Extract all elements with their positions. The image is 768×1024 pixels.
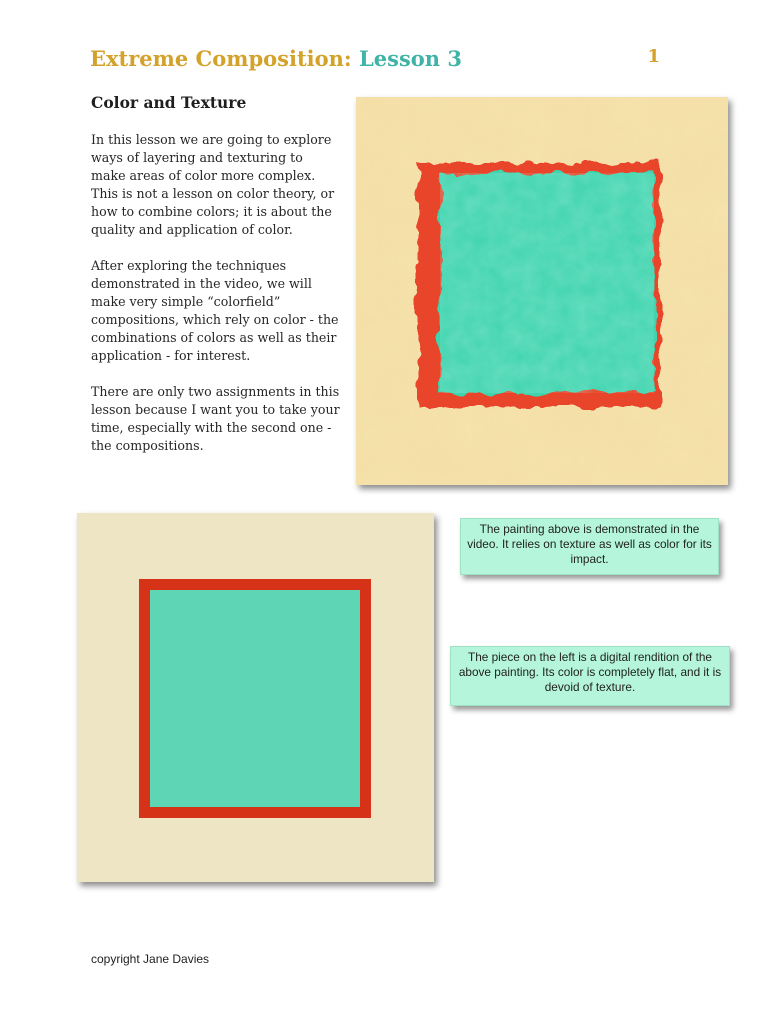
digital-teal-square: [150, 590, 360, 807]
page-number: 1: [647, 46, 660, 67]
section-title: Color and Texture: [91, 93, 247, 112]
textured-painting-image: [356, 97, 728, 485]
copyright-footer: copyright Jane Davies: [91, 952, 210, 966]
digital-caption: The piece on the left is a digital rendition of the above painting. Its color is completely flat, and it is devoid of texture.: [450, 646, 730, 706]
digital-rendition-image: [77, 513, 434, 882]
painting-caption: The painting above is demonstrated in the video. It relies on texture as well as color for its impact.: [460, 518, 719, 575]
body-paragraph-1: In this lesson we are going to explore ways of layering and texturing to make areas of color more complex. This is not a lesson on color theory, or how to combine colors; it is about the quality and application of color.: [91, 132, 335, 237]
page-header: [90, 46, 670, 80]
body-paragraph-3: There are only two assignments in this lesson because I want you to take your time, especially with the second one - the compositions.: [91, 384, 340, 453]
lesson-body-text: [91, 131, 341, 473]
digital-red-border: [139, 579, 371, 818]
body-paragraph-2: After exploring the techniques demonstrated in the video, we will make very simple “colorfield” compositions, which rely on color - the combinations of colors as well as their application - for interest.: [91, 258, 339, 363]
course-title: Extreme Composition:: [90, 46, 352, 71]
lesson-title: Lesson 3: [359, 46, 462, 71]
